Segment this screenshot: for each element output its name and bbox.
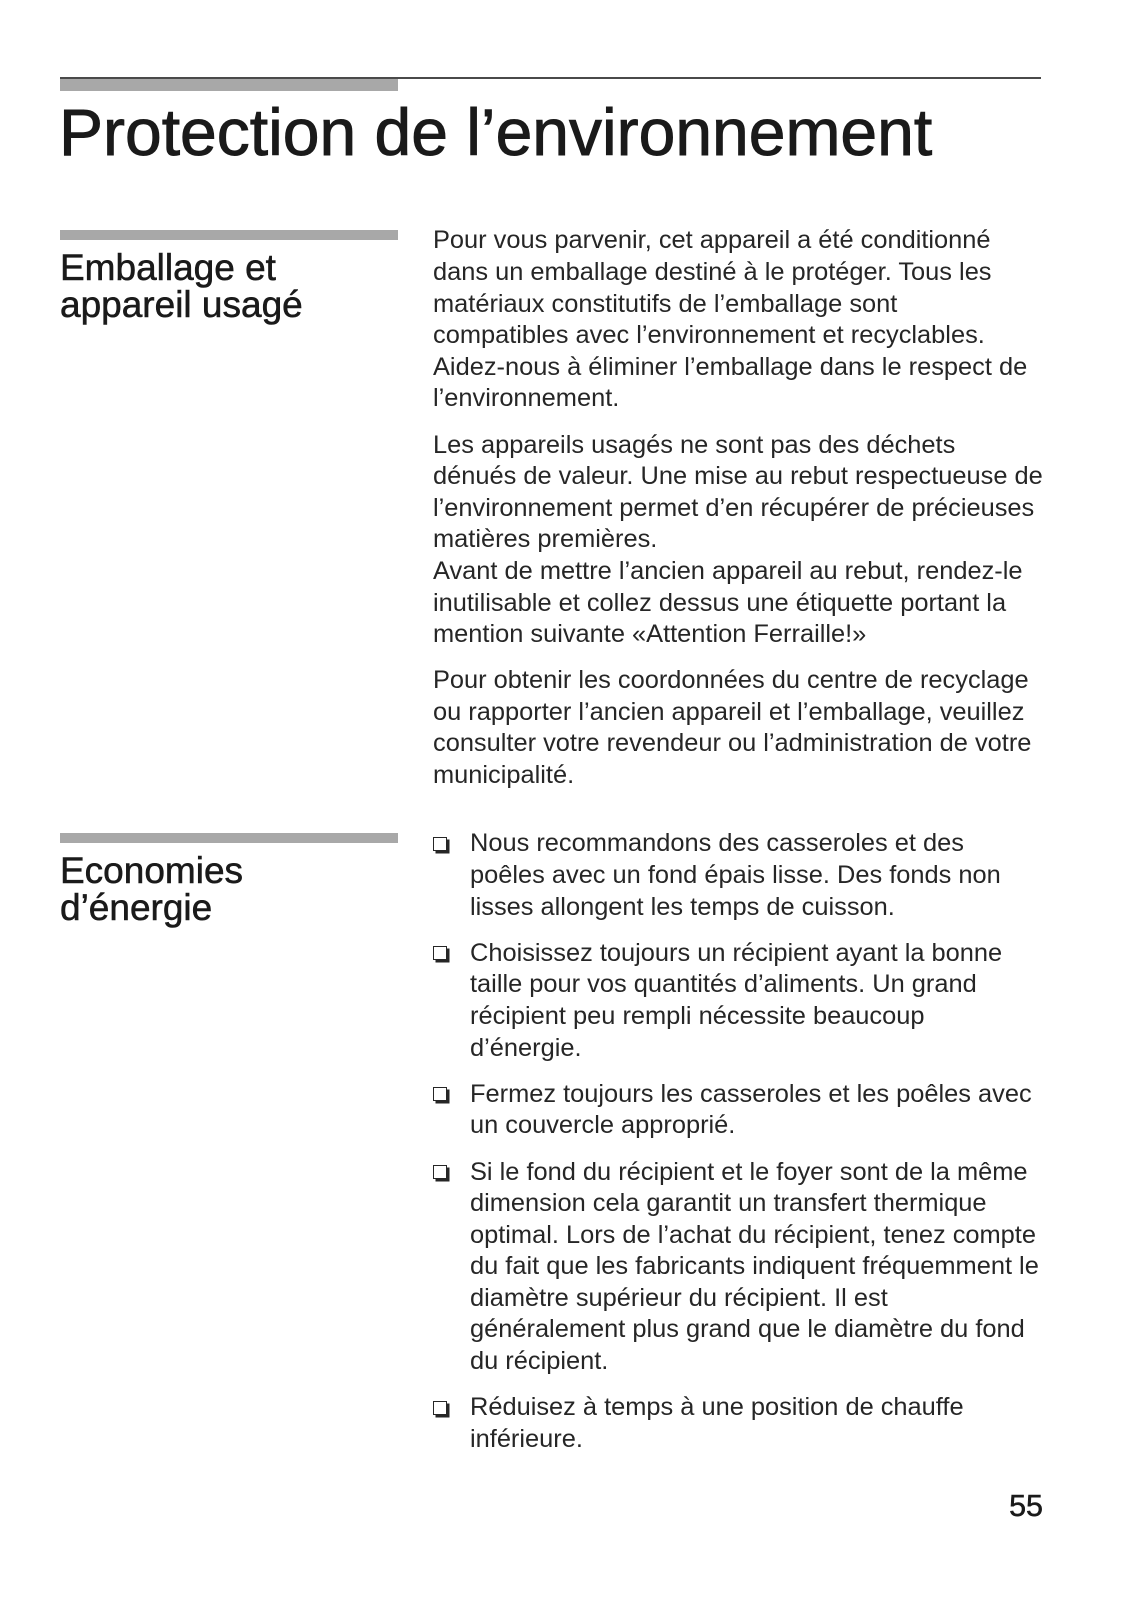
text-line: du fait que les fabricants indiquent fréquemment le [470, 1252, 1039, 1281]
text-line: dans un emballage destiné à le protéger. Tous les [433, 257, 992, 286]
shadowed-square-icon [433, 1165, 447, 1179]
text-line: poêles avec un fond épais lisse. Des fonds non [470, 860, 1001, 889]
text-line: inutilisable et collez dessus une étiquette portant la [433, 588, 1007, 617]
text-line: Pour vous parvenir, cet appareil a été conditionné [433, 226, 991, 255]
list-item [433, 938, 1073, 1064]
page-title: Protection de l’environnement [59, 95, 933, 169]
text-line: matières premières. [433, 525, 658, 554]
section-heading-packaging [60, 249, 303, 323]
text-line: diamètre supérieur du récipient. Il est [470, 1283, 888, 1312]
text-line: consulter votre revendeur ou l’administration de votre [433, 729, 1032, 758]
text-line: Pour obtenir les coordonnées du centre de recyclage [433, 666, 1029, 695]
paragraph [433, 430, 1073, 651]
text-line: Si le fond du récipient et le foyer sont de la même [470, 1157, 1028, 1186]
heading-line: Emballage et [60, 247, 276, 288]
text-line: compatibles avec l’environnement et recyclables. [433, 321, 985, 350]
page-number: 55 [1009, 1489, 1043, 1523]
text-line: dimension cela garantit un transfert thermique [470, 1189, 987, 1218]
section-rule-energy [60, 833, 398, 843]
text-line: lisses allongent les temps de cuisson. [470, 892, 895, 921]
list-item [433, 1079, 1073, 1142]
text-line: Fermez toujours les casseroles et les poêles avec [470, 1079, 1032, 1108]
list-item [433, 1157, 1073, 1378]
energy-tips-list [433, 828, 1073, 1470]
paragraph [433, 225, 1073, 415]
text-line: récipient peu rempli nécessite beaucoup [470, 1001, 925, 1030]
shadowed-square-icon [433, 837, 447, 851]
section-heading-energy [60, 852, 243, 926]
text-line: Les appareils usagés ne sont pas des déchets [433, 430, 956, 459]
text-line: Nous recommandons des casseroles et des [470, 829, 964, 858]
heading-line: Economies [60, 850, 244, 891]
text-line: matériaux constitutifs de l’emballage sont [433, 289, 898, 318]
text-line: Choisissez toujours un récipient ayant la bonne [470, 938, 1003, 967]
section-rule-packaging [60, 230, 398, 240]
text-line: dénués de valeur. Une mise au rebut respectueuse de [433, 462, 1043, 491]
text-line: mention suivante «Attention Ferraille!» [433, 620, 867, 649]
list-item [433, 1392, 1073, 1455]
text-line: optimal. Lors de l’achat du récipient, tenez compte [470, 1220, 1036, 1249]
text-line: un couvercle approprié. [470, 1111, 736, 1140]
text-line: inférieure. [470, 1424, 583, 1453]
text-line: Réduisez à temps à une position de chauffe [470, 1393, 964, 1422]
text-line: d’énergie. [470, 1033, 582, 1062]
packaging-text [433, 225, 1073, 806]
title-rule-bar [60, 79, 398, 91]
shadowed-square-icon [433, 946, 447, 960]
text-line: l’environnement permet d’en récupérer de précieuses [433, 493, 1035, 522]
text-line: l’environnement. [433, 384, 620, 413]
paragraph [433, 665, 1073, 791]
text-line: Avant de mettre l’ancien appareil au rebut, rendez-le [433, 556, 1023, 585]
text-line: municipalité. [433, 761, 575, 790]
list-item [433, 828, 1073, 923]
text-line: généralement plus grand que le diamètre du fond [470, 1315, 1025, 1344]
text-line: ou rapporter l’ancien appareil et l’emballage, veuillez [433, 697, 1025, 726]
heading-line: d’énergie [60, 887, 213, 928]
shadowed-square-icon [433, 1087, 447, 1101]
text-line: du récipient. [470, 1347, 609, 1376]
text-line: Aidez-nous à éliminer l’emballage dans le respect de [433, 352, 1028, 381]
shadowed-square-icon [433, 1401, 447, 1415]
text-line: taille pour vos quantités d’aliments. Un grand [470, 970, 977, 999]
heading-line: appareil usagé [60, 284, 303, 325]
